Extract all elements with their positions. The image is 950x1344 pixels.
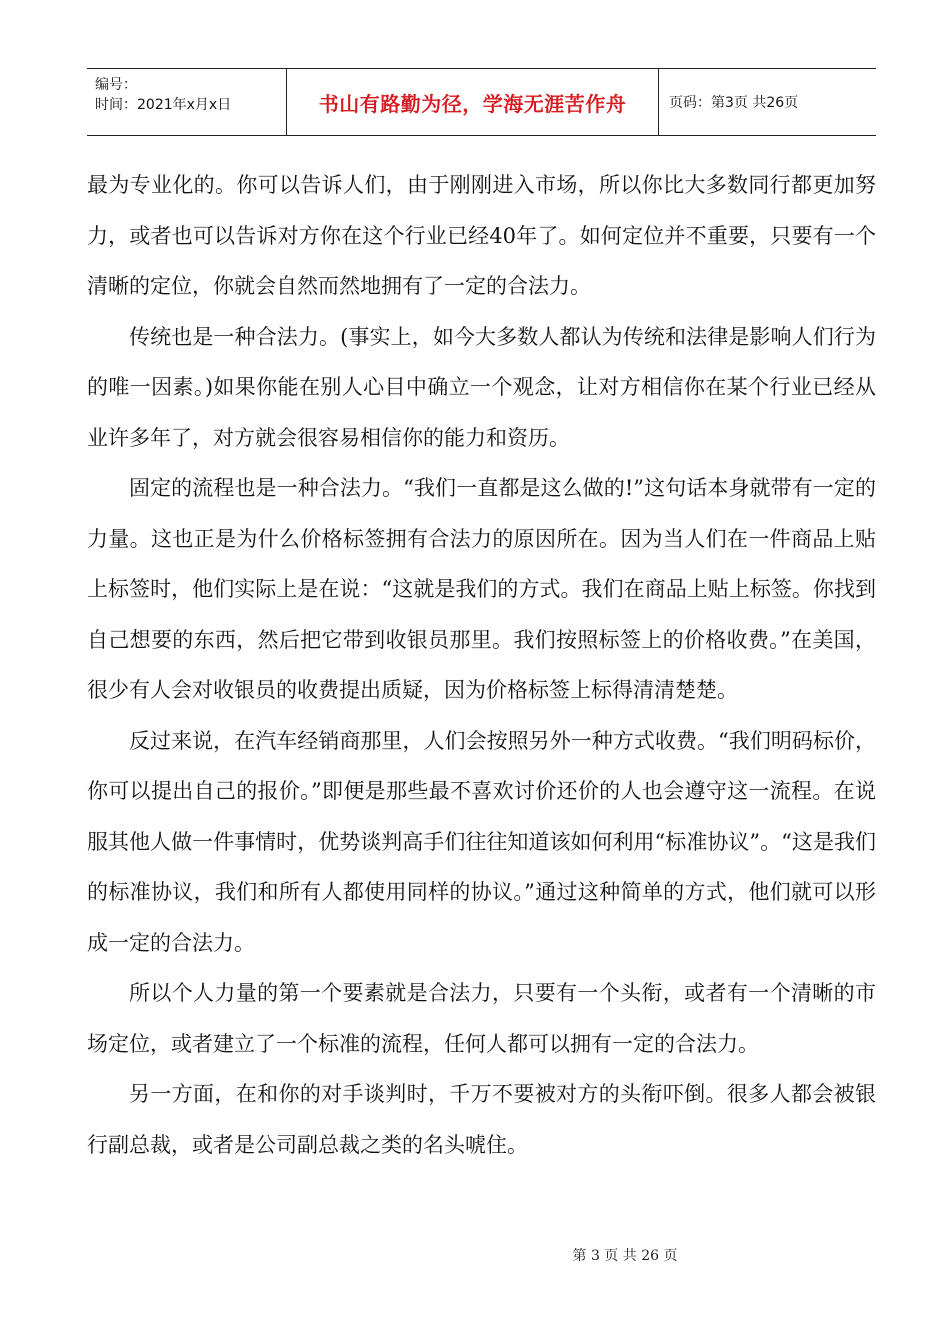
document-header	[87, 68, 876, 136]
paragraph: 传统也是一种合法力。(事实上，如今大多数人都认为传统和法律是影响人们行为的唯一因素。)如果你能在别人心目中确立一个观念，让对方相信你在某个行业已经从业许多年了，对方就会很容易相信你的能力和资历。	[87, 324, 876, 450]
page-footer: 第 3 页 共 26 页	[572, 1248, 678, 1264]
header-date-label: 时间：2021年x月x日	[95, 97, 232, 113]
header-page-info: 页码：第3页 共26页	[669, 95, 799, 111]
paragraph: 最为专业化的。你可以告诉人们，由于刚刚进入市场，所以你比大多数同行都更加努力，或者也可以告诉对方你在这个行业已经40年了。如何定位并不重要，只要有一个清晰的定位，你就会自然而然地拥有了一定的合法力。	[87, 173, 876, 298]
header-meta	[87, 69, 287, 135]
paragraph: 固定的流程也是一种合法力。“我们一直都是这么做的!”这句话本身就带有一定的力量。这也正是为什么价格标签拥有合法力的原因所在。因为当人们在一件商品上贴上标签时，他们实际上是在说：“这就是我们的方式。我们在商品上贴上标签。你找到自己想要的东西，然后把它带到收银员那里。我们按照标签上的价格收费。”在美国，很少有人会对收银员的收费提出质疑，因为价格标签上标得清清楚楚。	[87, 476, 876, 702]
header-motto: 书山有路勤为径，学海无涯苦作舟	[287, 69, 659, 135]
header-number-label: 编号：	[95, 77, 137, 93]
paragraph: 另一方面，在和你的对手谈判时，千万不要被对方的头衔吓倒。很多人都会被银行副总裁，或者是公司副总裁之类的名头唬住。	[87, 1082, 876, 1157]
paragraph: 所以个人力量的第一个要素就是合法力，只要有一个头衔，或者有一个清晰的市场定位，或者建立了一个标准的流程，任何人都可以拥有一定的合法力。	[87, 981, 876, 1056]
paragraph: 反过来说，在汽车经销商那里，人们会按照另外一种方式收费。“我们明码标价，你可以提出自己的报价。”即便是那些最不喜欢讨价还价的人也会遵守这一流程。在说服其他人做一件事情时，优势谈判高手们往往知道该如何利用“标准协议”。“这是我们的标准协议，我们和所有人都使用同样的协议。”通过这种简单的方式，他们就可以形成一定的合法力。	[87, 728, 876, 955]
document-body	[87, 160, 876, 1170]
